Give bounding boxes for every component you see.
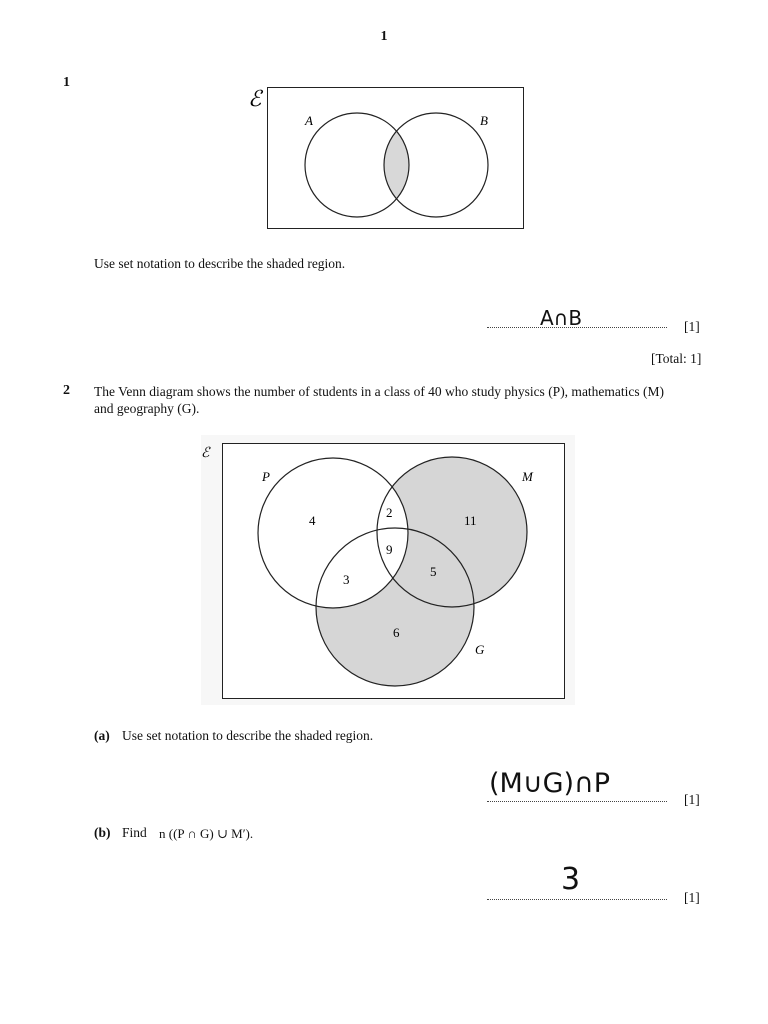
question-1-number: 1 (63, 75, 70, 90)
part-a-answer-line (487, 800, 667, 802)
q1-answer-line (487, 326, 667, 328)
count-m-only: 11 (464, 513, 477, 528)
q2-intro-line-1: The Venn diagram shows the number of students in a class of 40 who study physics (P), mathematics (M) (94, 384, 665, 399)
part-b-label: (b) (94, 825, 111, 840)
venn-diagram-q1 (240, 80, 540, 240)
part-b-handwritten-answer: 3 (561, 862, 581, 897)
part-b-answer-line (487, 898, 667, 900)
label-set-a: A (305, 113, 313, 128)
label-set-m: M (522, 469, 533, 484)
part-a-prompt: Use set notation to describe the shaded region. (122, 728, 374, 743)
universal-set-symbol: ℰ (248, 86, 262, 111)
q2-intro-line-2: and geography (G). (94, 401, 200, 416)
part-a-mark: [1] (684, 792, 700, 807)
part-a-label: (a) (94, 728, 110, 743)
label-set-g: G (475, 642, 485, 657)
q1-prompt: Use set notation to describe the shaded region. (94, 256, 346, 271)
q1-handwritten-answer: A∩B (540, 306, 583, 330)
universal-set-symbol: ℰ (201, 446, 210, 461)
venn-diagram-q2 (195, 435, 575, 705)
count-p-only: 4 (309, 513, 316, 528)
part-b-prompt: Find (122, 825, 147, 840)
page-number: 1 (380, 29, 388, 44)
label-set-p: P (262, 469, 270, 484)
q1-mark: [1] (684, 319, 700, 334)
count-g-only: 6 (393, 625, 400, 640)
count-p-and-g-only: 3 (343, 572, 350, 587)
question-2-number: 2 (63, 383, 70, 398)
part-b-mark: [1] (684, 890, 700, 905)
q1-total: [Total: 1] (651, 351, 702, 366)
count-m-and-g-only: 5 (430, 564, 437, 579)
count-p-and-m-only: 2 (386, 505, 393, 520)
count-all-three: 9 (386, 542, 393, 557)
label-set-b: B (480, 113, 488, 128)
part-a-handwritten-answer: (M∪G)∩P (489, 768, 611, 799)
part-b-expression: n ((P ∩ G) ∪ M′). (159, 826, 254, 841)
